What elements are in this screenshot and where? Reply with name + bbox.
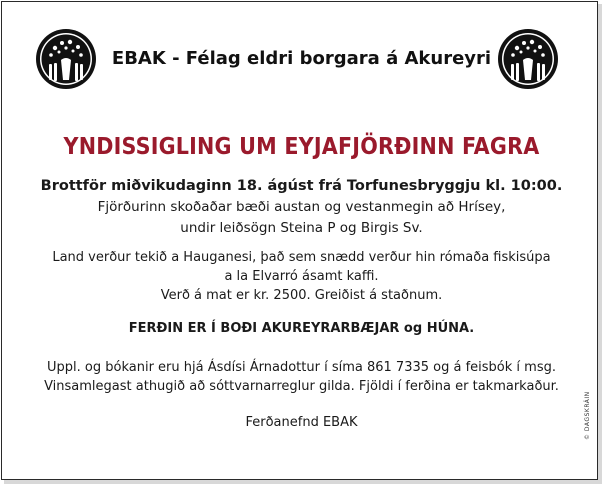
route-line-2: undir leiðsögn Steina P og Birgis Sv. xyxy=(180,220,423,236)
route-line-1: Fjörðurinn skoðaðar bæði austan og vestanmegin að Hrísey, xyxy=(97,199,506,215)
frame-shadow-bottom xyxy=(4,480,602,484)
sponsors-line: FERÐIN ER Í BOÐI AKUREYRARBÆJAR og HÚNA. xyxy=(128,321,475,336)
event-title: YNDISSIGLING UM EYJAFJÖRÐINN FAGRA xyxy=(63,134,540,160)
lunch-line-1: Land verður tekið a Hauganesi, það sem snædd verður hin rómaða fiskisúpa xyxy=(52,250,551,265)
departure-line: Brottför miðvikudaginn 18. ágúst frá Torfunesbryggju kl. 10:00. xyxy=(40,178,563,194)
lunch-block xyxy=(0,248,603,305)
departure-block xyxy=(0,176,603,239)
price-line: Verð á mat er kr. 2500. Greiðist á staðnum. xyxy=(160,288,443,303)
signature: Ferðanefnd EBAK xyxy=(245,415,358,430)
contact-line-2: Vinsamlegast athugið að sóttvarnarreglur gilda. Fjöldi í ferðina er takmarkaður. xyxy=(44,379,559,394)
photo-credit: © DAGSKRÁIN xyxy=(584,391,591,440)
contact-line-1: Uppl. og bókanir eru hjá Ásdísi Árnadottur í síma 861 7335 og á feisbók í msg. xyxy=(47,360,556,375)
contact-block xyxy=(0,358,603,396)
organization-title: EBAK - Félag eldri borgara á Akureyri xyxy=(111,48,492,69)
lunch-line-2: a la Elvarró ásamt kaffi. xyxy=(224,269,379,284)
